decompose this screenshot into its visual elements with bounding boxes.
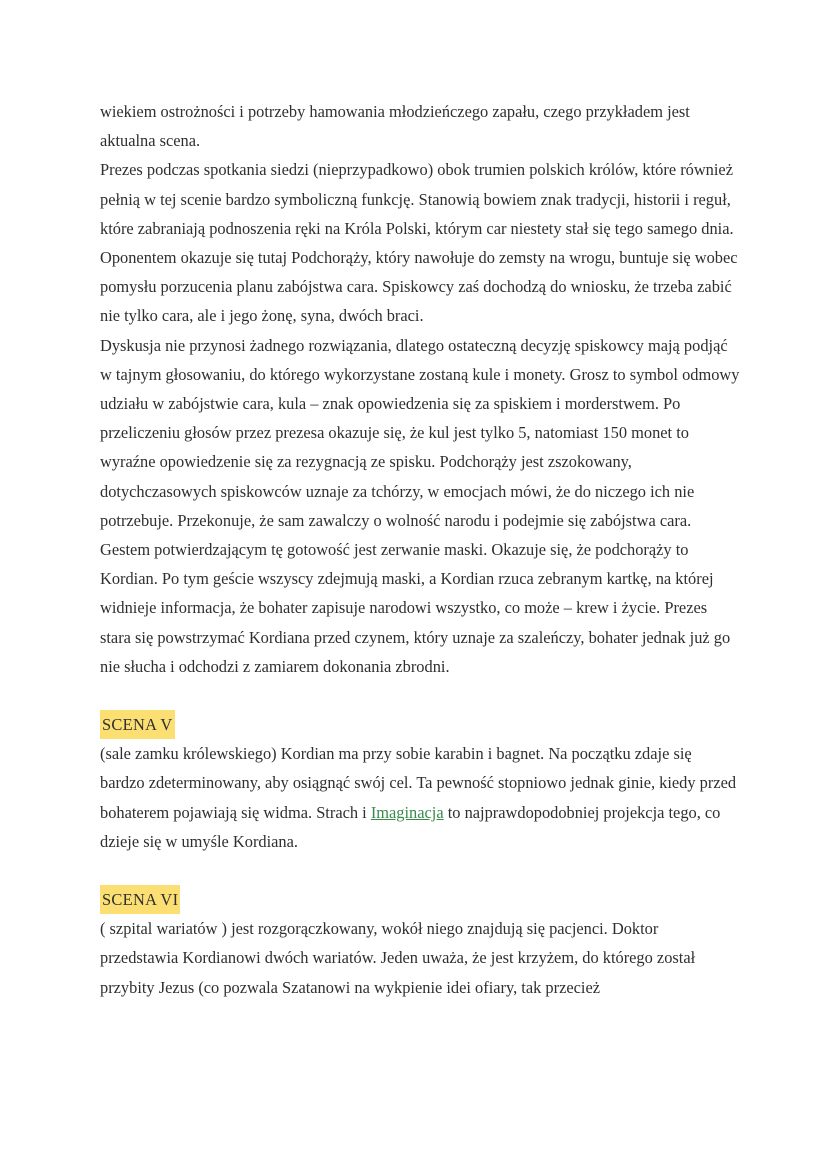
section-spacer: [100, 681, 740, 710]
document-page: [100, 97, 740, 1002]
paragraph-intro: wiekiem ostrożności i potrzeby hamowania młodzieńczego zapału, czego przykładem jest aktualna scena.: [100, 102, 690, 151]
section-heading-scena-v: [100, 710, 740, 739]
paragraph-dyskusja: Dyskusja nie przynosi żadnego rozwiązania, dlatego ostateczną decyzję spiskowcy mają podjąć w tajnym głosowaniu, do którego wykorzystane zostaną kule i monety. Grosz to symbol odmowy udziału w zabójstwie cara, kula – znak opowiedzenia się za spiskiem i morderstwem. Po przeliczeniu głosów przez prezesa okazuje się, że kul jest tylko 5, natomiast 150 monet to wyraźne opowiedzenie się za rezygnacją ze spisku. Podchorąży jest zszokowany, dotychczasowych spiskowców uznaje za tchórzy, w emocjach mówi, że do niczego ich nie potrzebuje. Przekonuje, że sam zawalczy o wolność narodu i podejmie się zabójstwa cara. Gestem potwierdzającym tę gotowość jest zerwanie maski. Okazuje się, że podchorąży to Kordian. Po tym geście wszyscy zdejmują maski, a Kordian rzuca zebranym kartkę, na której widnieje informacja, że bohater zapisuje narodowi wszystko, co może – krew i życie. Prezes stara się powstrzymać Kordiana przed czynem, który uznaje za szaleńczy, bohater jednak już go nie słucha i odchodzi z zamiarem dokonania zbrodni.: [100, 335, 740, 676]
paragraph-scena-v: [100, 739, 740, 856]
section-spacer: [100, 856, 740, 885]
scena-v-text: (sale zamku królewskiego) Kordian ma przy sobie karabin i bagnet. Na początku zdaje się bardzo zdeterminowany, aby osiągnąć swój cel. Ta pewność stopniowo jednak ginie, kiedy przed bohaterem pojawiają się widma. Strach i: [100, 744, 737, 822]
heading-highlight: SCENA V: [100, 710, 175, 739]
paragraph-scena-vi: ( szpital wariatów ) jest rozgorączkowany, wokół niego znajdują się pacjenci. Doktor przedstawia Kordianowi dwóch wariatów. Jeden uważa, że jest krzyżem, do którego został przybity Jezus (co pozwala Szatanowi na wykpienie idei ofiary, tak przecież: [100, 919, 696, 997]
heading-highlight: SCENA VI: [100, 885, 180, 914]
section-heading-scena-vi: [100, 885, 740, 914]
paragraph-prezes: Prezes podczas spotkania siedzi (nieprzypadkowo) obok trumien polskich królów, które również pełnią w tej scenie bardzo symboliczną funkcję. Stanowią bowiem znak tradycji, historii i reguł, które zabraniają podnoszenia ręki na Króla Polski, którym car niestety stał się tego samego dnia. Oponentem okazuje się tutaj Podchorąży, który nawołuje do zemsty na wrogu, buntuje się wobec pomysłu porzucenia planu zabójstwa cara. Spiskowcy zaś dochodzą do wniosku, że trzeba zabić nie tylko cara, ale i jego żonę, syna, dwóch braci.: [100, 160, 738, 326]
scena-v-text-end: to najprawdopodobniej projekcja tego, co dzieje się w umyśle Kordiana.: [100, 802, 721, 851]
imaginacja-link[interactable]: Imaginacja: [370, 802, 444, 822]
